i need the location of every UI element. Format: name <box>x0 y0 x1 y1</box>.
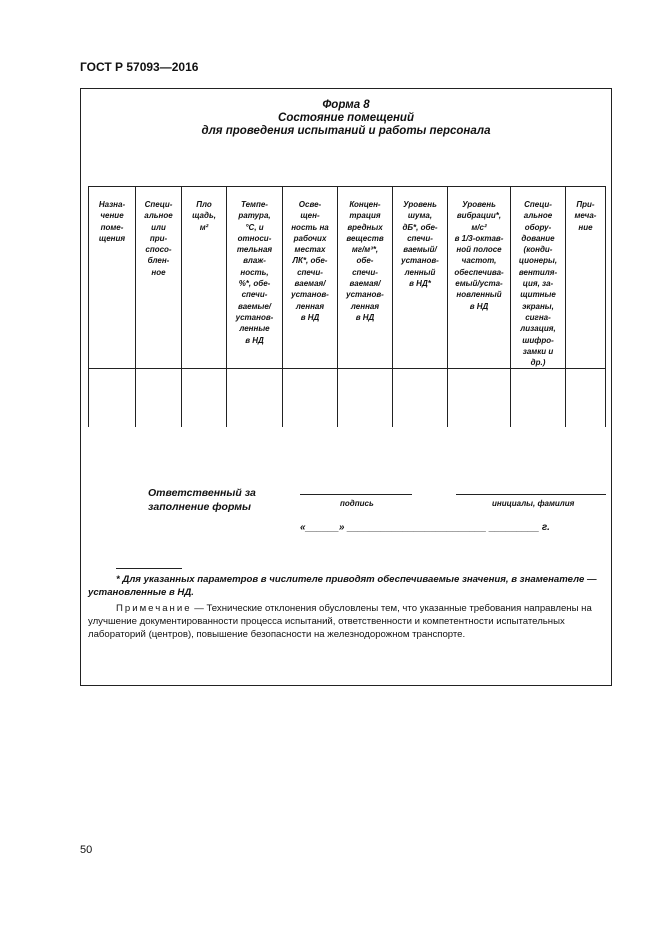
col-header: Специ- альное обору- дование (конди- ционеры, вентиля- ция, за- щитные экраны, сигна- лизация, шифро- замки и др.) <box>511 187 566 369</box>
col-header: Осве- щен- ность на рабочих местах ЛК*, обе- спечи- ваемая/ установ- ленная в НД <box>283 187 338 369</box>
table-cell[interactable] <box>136 369 182 428</box>
form-title: Состояние помещений <box>278 112 414 124</box>
note-label: Примечание <box>116 603 192 614</box>
col-header: Концен- трация вредных веществ мг/м³*, обе- спечи- ваемая/ установ- ленная в НД <box>338 187 393 369</box>
note-text: — Технические отклонения обусловлены тем, что указанные требования направлены на улучшение документированности процесса испытаний, ответственности и компетентности испытательных лабораторий (центров), повышение безопасности на железнодорожном транспорте. <box>88 603 592 640</box>
form-table <box>88 186 606 427</box>
table-cell[interactable] <box>566 369 606 428</box>
table-cell[interactable] <box>182 369 227 428</box>
note <box>88 602 606 641</box>
footnote: * Для указанных параметров в числителе приводят обеспечиваемые значения, в знаменателе — установленные в НД. <box>88 574 597 598</box>
col-header: Уровень вибрации*, м/с² в 1/3-октав- ной полосе частот, обеспечива- емый/уста- новленный в НД <box>448 187 511 369</box>
form-number: Форма 8 <box>322 99 370 111</box>
table-cell[interactable] <box>511 369 566 428</box>
table-cell[interactable] <box>448 369 511 428</box>
date-line[interactable]: «______» _________________________ _________ г. <box>300 522 550 533</box>
signature-caption: подпись <box>340 499 374 508</box>
col-header: Назна- чение поме- щения <box>89 187 136 369</box>
table-cell[interactable] <box>227 369 283 428</box>
name-caption: инициалы, фамилия <box>492 499 575 508</box>
standard-header: ГОСТ Р 57093—2016 <box>80 60 199 74</box>
col-header: При- меча- ние <box>566 187 606 369</box>
table-cell[interactable] <box>338 369 393 428</box>
col-header: Уровень шума, дБ*, обе- спечи- ваемый/ установ- ленный в НД* <box>393 187 448 369</box>
table-cell[interactable] <box>89 369 136 428</box>
footnote-divider <box>116 568 182 569</box>
table-cell[interactable] <box>283 369 338 428</box>
name-line[interactable] <box>456 494 606 495</box>
form-subtitle: для проведения испытаний и работы персонала <box>201 125 491 137</box>
table-cell[interactable] <box>393 369 448 428</box>
page-number: 50 <box>80 844 93 856</box>
table-row <box>89 369 606 428</box>
signature-line[interactable] <box>300 494 412 495</box>
col-header: Темпе- ратура, °С, и относи- тельная влаж- ность, %*, обе- спечи- ваемые/ установ- ленные в НД <box>227 187 283 369</box>
col-header: Пло щадь, м² <box>182 187 227 369</box>
responsible-label: Ответственный за заполнение формы <box>148 487 256 513</box>
col-header: Специ- альное или при- спосо- блен- ное <box>136 187 182 369</box>
